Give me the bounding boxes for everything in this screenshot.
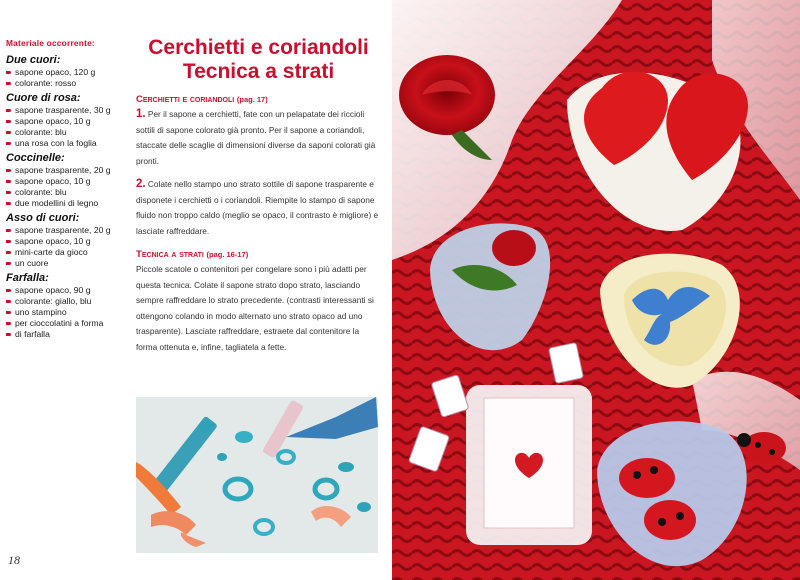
title-line-2: Tecnica a strati	[182, 60, 335, 83]
title-line-1: Cerchietti e coriandoli	[148, 36, 369, 59]
materials-item: sapone trasparente, 20 g	[6, 165, 124, 176]
section-2-page-ref: (pag. 16-17)	[206, 250, 249, 259]
step-2-number: 2.	[136, 178, 146, 190]
materials-item: di farfalla	[6, 329, 124, 340]
materials-item: colorante: blu	[6, 187, 124, 198]
materials-group	[6, 212, 124, 269]
materials-item: sapone trasparente, 30 g	[6, 105, 124, 116]
materials-item: colorante: blu	[6, 127, 124, 138]
materials-heading: Materiale occorrente:	[6, 38, 95, 48]
materials-group-title: Farfalla:	[6, 272, 49, 284]
materials-group	[6, 92, 124, 149]
left-page	[0, 0, 385, 580]
materials-item: colorante: giallo, blu	[6, 296, 124, 307]
materials-item: uno stampino	[6, 307, 124, 318]
materials-item: sapone opaco, 90 g	[6, 285, 124, 296]
materials-groups	[6, 54, 124, 340]
materials-group-title: Asso di cuori:	[6, 212, 80, 224]
step-2-text: Colate nello stampo uno strato sottile di sapone trasparente e disponete i cerchietti o i coriandoli. Riempite lo stampo di sapone fluido non troppo caldo (meglio se opaco, il contrasto è migliore) e lasciate raffreddare.	[136, 179, 379, 236]
materials-group	[6, 152, 124, 209]
step-1	[136, 107, 381, 169]
section-1-page-ref: (pag. 17)	[236, 95, 268, 104]
article-column	[136, 36, 381, 355]
materials-group	[6, 54, 124, 89]
materials-item: sapone opaco, 10 g	[6, 116, 124, 127]
materials-column	[6, 38, 124, 340]
page-number: 18	[8, 553, 20, 567]
step-2	[136, 177, 381, 239]
soap-shavings-photo	[136, 397, 378, 553]
section-2-title: Tecnica a strati	[136, 249, 204, 260]
step-1-number: 1.	[136, 108, 146, 120]
materials-group-title: Cuore di rosa:	[6, 92, 81, 104]
materials-item: sapone opaco, 120 g	[6, 67, 124, 78]
materials-group	[6, 272, 124, 340]
section-heading-1	[136, 94, 381, 105]
materials-item: sapone opaco, 10 g	[6, 236, 124, 247]
materials-item: per cioccolatini a forma	[6, 318, 124, 329]
section-heading-2	[136, 249, 381, 260]
soap-collection-photo	[392, 0, 800, 580]
materials-item: una rosa con la foglia	[6, 138, 124, 149]
section-2-text: Piccole scatole o contenitori per congelare sono i più adatti per questa tecnica. Colate il sapone strato dopo strato, lasciando sempre raffreddare lo strato precedente. (contrasti interessanti si ottengono colando in modo alternato uno strato opaco ad uno trasparente). Lasciate raffreddare, estraete dal contenitore la forma ottenuta e, infine, tagliatela a fette.	[136, 264, 374, 352]
materials-group-title: Due cuori:	[6, 54, 61, 66]
materials-item: mini-carte da gioco	[6, 247, 124, 258]
step-1-text: Per il sapone a cerchietti, fate con un pelapatate dei riccioli sottili di sapone colorato già pronto. Per il sapone a coriandoli, staccate delle scaglie di dimensioni diverse da saponi colorati già pronti.	[136, 109, 376, 166]
materials-item: un cuore	[6, 258, 124, 269]
materials-item: sapone trasparente, 20 g	[6, 225, 124, 236]
article-title	[136, 36, 381, 84]
materials-item: sapone opaco, 10 g	[6, 176, 124, 187]
section-1-title: Cerchietti e coriandoli	[136, 94, 235, 105]
materials-item: colorante: rosso	[6, 78, 124, 89]
materials-group-title: Coccinelle:	[6, 152, 65, 164]
materials-item: due modellini di legno	[6, 198, 124, 209]
